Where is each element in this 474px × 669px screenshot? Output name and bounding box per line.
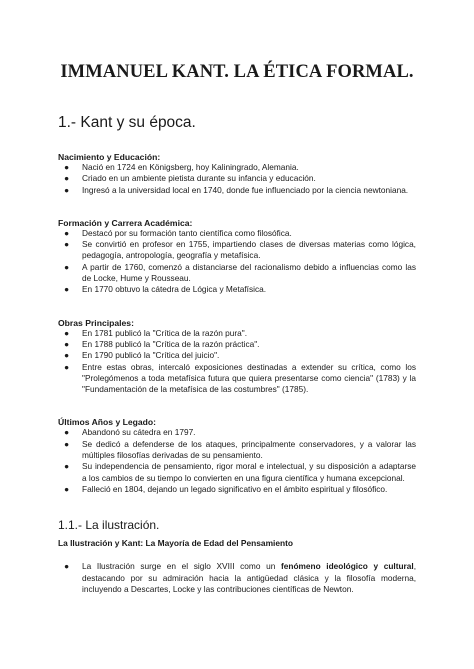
- bullet-list: [58, 228, 416, 296]
- list-item: [58, 162, 416, 173]
- list-item-text: Abandonó su cátedra en 1797.: [82, 427, 196, 438]
- subheading-ilustracion-kant: La Ilustración y Kant: La Mayoría de Edad del Pensamiento: [58, 538, 294, 549]
- list-item-text: Ingresó a la universidad local en 1740, donde fue influenciado por la ciencia newtoniana.: [82, 184, 409, 195]
- bullet-icon: ●: [64, 461, 70, 472]
- bullet-icon: ●: [64, 327, 70, 338]
- section-block: [58, 218, 416, 296]
- item-text-before: La Ilustración surge en el siglo XVIII como un: [82, 561, 281, 572]
- bullet-list: [58, 162, 416, 196]
- bullet-icon: ●: [64, 261, 70, 272]
- list-item: [58, 173, 416, 184]
- list-item: [58, 262, 416, 285]
- bullet-icon: ●: [64, 338, 70, 349]
- list-item: [58, 228, 416, 239]
- section-heading-kant-epoca: 1.- Kant y su época.: [58, 114, 196, 131]
- bullet-icon: ●: [64, 239, 70, 250]
- section-heading-ilustracion: 1.1.- La ilustración.: [58, 518, 160, 533]
- list-item: [58, 484, 416, 495]
- bullet-icon: ●: [64, 561, 70, 572]
- bullet-icon: ●: [64, 427, 70, 438]
- section-block: [58, 318, 416, 396]
- list-item-text: Criado en un ambiente pietista durante su infancia y educación.: [82, 173, 316, 184]
- bullet-icon: ●: [64, 227, 70, 238]
- list-item: [58, 239, 416, 262]
- section-subtitle: Nacimiento y Educación:: [58, 152, 161, 162]
- bullet-icon: ●: [64, 361, 70, 372]
- list-item-text: Su independencia de pensamiento, rigor moral e intelectual, y su disposición a adaptarse a los cambios de su tiempo lo convierten en una figura científica y humana excepcional.: [82, 461, 416, 483]
- sections-container: [58, 152, 416, 495]
- bullet-icon: ●: [64, 284, 70, 295]
- document-title: IMMANUEL KANT. LA ÉTICA FORMAL.: [60, 62, 414, 82]
- list-item: [58, 427, 416, 438]
- ilustracion-list: [58, 561, 416, 596]
- bullet-icon: ●: [64, 438, 70, 449]
- list-item: [58, 461, 416, 484]
- list-item-text: Nació en 1724 en Königsberg, hoy Kaliningrado, Alemania.: [82, 162, 299, 172]
- list-item-text: Se dedicó a defenderse de los ataques, principalmente conservadores, y a valorar las múltiples filosofías derivadas de su pensamiento.: [82, 438, 416, 461]
- list-item-text: Entre estas obras, intercaló exposiciones destinadas a extender su crítica, como los "Prolegómenos a toda metafísica futura que quiera presentarse como ciencia" (1783) y la "Fundamentación de la metafísica de las costumbres" (1785).: [82, 361, 416, 395]
- list-item: [58, 439, 416, 462]
- section-subtitle: Últimos Años y Legado:: [58, 417, 157, 428]
- list-item-text: En 1788 publicó la "Crítica de la razón práctica".: [82, 338, 260, 349]
- bullet-list: [58, 427, 416, 495]
- list-item: [58, 328, 416, 339]
- bullet-icon: ●: [64, 173, 70, 184]
- bullet-icon: ●: [64, 350, 70, 361]
- list-item-text: Se convirtió en profesor en 1755, impartiendo clases de diversas materias como lógica, pedagogía, antropología, geografía y metafísica.: [82, 239, 416, 261]
- list-item: [58, 350, 416, 361]
- list-item: [58, 339, 416, 350]
- list-item-text: En 1781 publicó la "Crítica de la razón pura".: [82, 327, 248, 338]
- item-text-bold: fenómeno ideológico y cultural: [281, 561, 414, 572]
- list-item: [58, 284, 416, 295]
- bullet-icon: ●: [64, 184, 70, 195]
- section-subtitle: Formación y Carrera Académica:: [58, 217, 193, 228]
- list-item: [58, 185, 416, 196]
- list-item-text: En 1790 publicó la "Crítica del juicio".: [82, 350, 220, 361]
- section-subtitle: Obras Principales:: [58, 317, 134, 328]
- list-item-text: En 1770 obtuvo la cátedra de Lógica y Metafísica.: [82, 284, 267, 295]
- section-block: [58, 152, 416, 196]
- bullet-list: [58, 328, 416, 396]
- section-block: [58, 417, 416, 495]
- list-item: [58, 561, 416, 596]
- bullet-icon: ●: [64, 483, 70, 494]
- list-item-text: A partir de 1760, comenzó a distanciarse del racionalismo debido a influencias como las de Locke, Hume y Rousseau.: [82, 261, 416, 284]
- list-item-text: Destacó por su formación tanto científica como filosófica.: [82, 227, 292, 238]
- bullet-icon: ●: [64, 162, 70, 172]
- item-text-after: , destacando por su admiración hacia la antigüedad clásica y la filosofía moderna, incluyendo a Descartes, Locke y las contribuciones científicas de Newton.: [82, 561, 417, 595]
- list-item: [58, 362, 416, 396]
- list-item-text: Falleció en 1804, dejando un legado significativo en el ámbito espiritual y filosófico.: [82, 483, 388, 494]
